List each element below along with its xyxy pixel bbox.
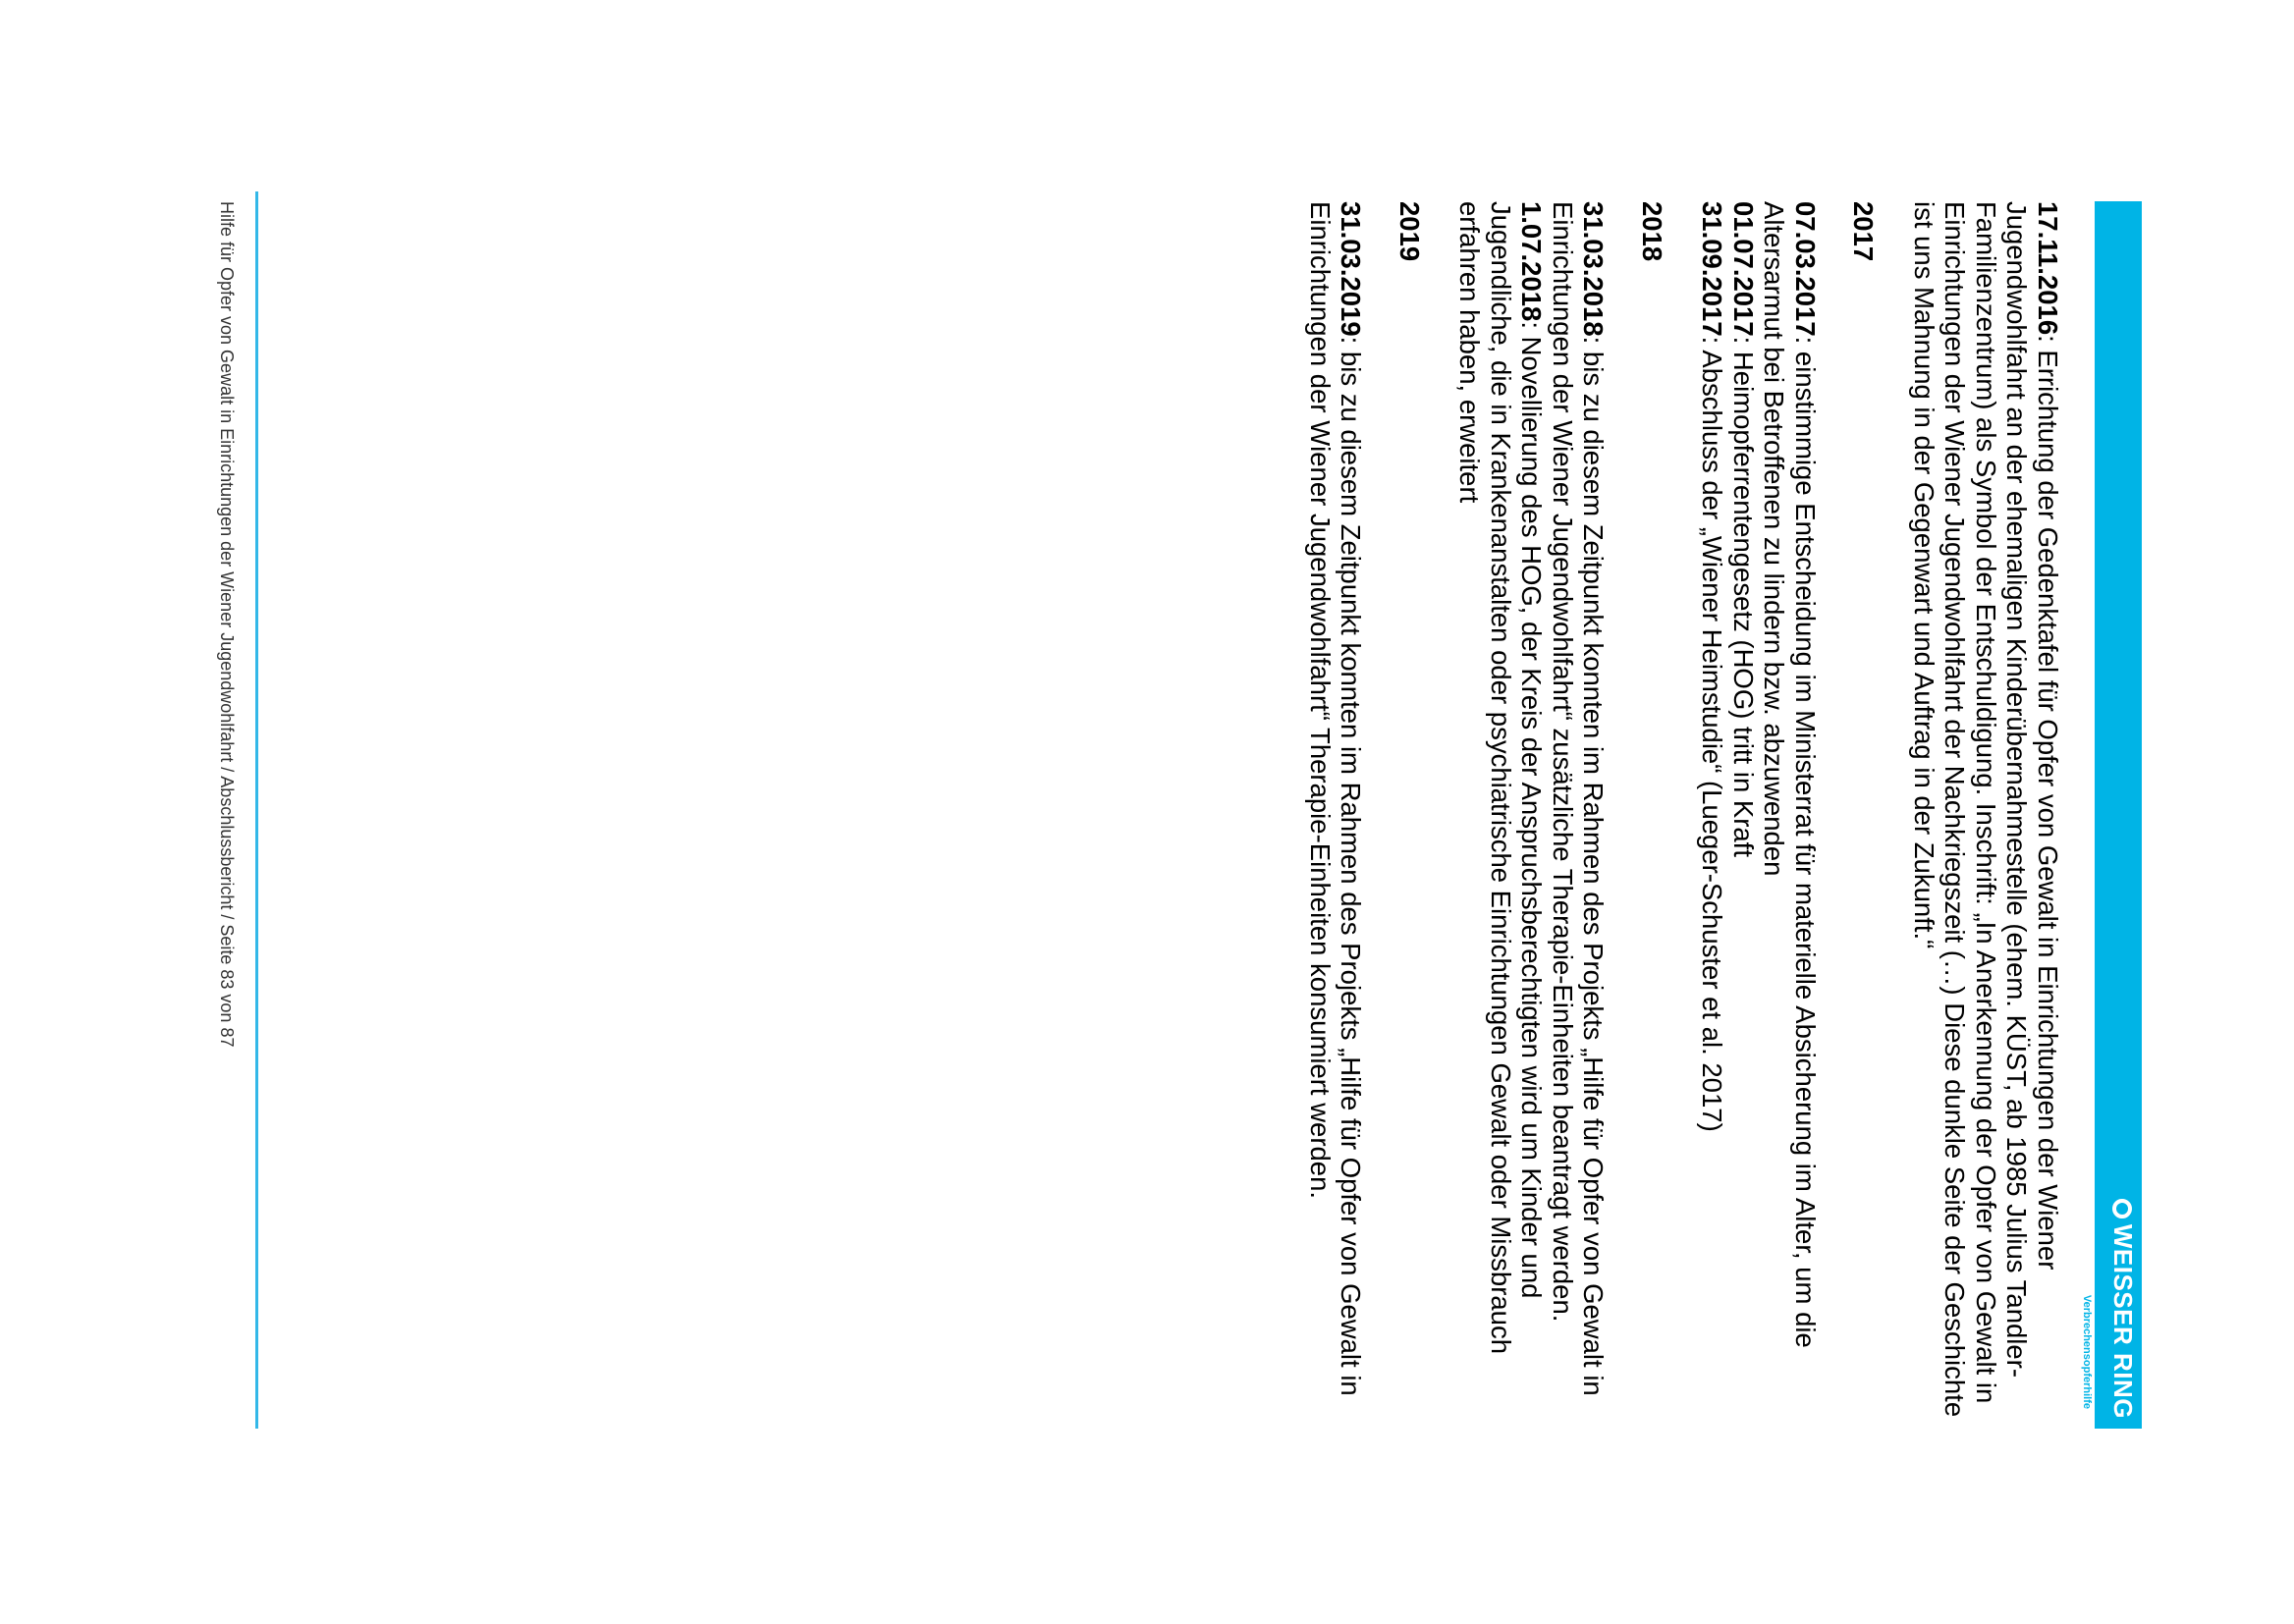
entry-01-07-2017 <box>1728 201 1760 1438</box>
entry-date: 31.03.2018 <box>1578 201 1610 337</box>
year-heading: 2017 <box>1848 201 1880 262</box>
entry-1-07-2018 <box>1454 201 1548 1438</box>
entry-text: : bis zu diesem Zeitpunkt konnten im Rahmen des Projekts „Hilfe für Opfer von Gewalt in Einrichtungen der Wiener Jugendwohlfahrt“ zusätzliche Therapie-Einheiten beantragt werden. <box>1548 201 1610 1396</box>
entry-date: 31.09.2017 <box>1697 201 1728 337</box>
year-heading: 2018 <box>1637 201 1667 262</box>
section-2019 <box>1305 201 1426 1438</box>
entry-text: : Errichtung der Gedenktafel für Opfer von Gewalt in Einrichtungen der Wiener Jugendwohlfahrt an der ehemaligen Kinderübernahmestelle (ehem. KÜST, ab 1985 Julius Tandler-Familienzentrum) als Symbol der Entschuldigung. Inschrift: „In Anerkennung der Opfer von Gewalt in Einrichtungen der Wiener Jugendwohlfahrt der Nachkriegszeit (…) Diese dunkle Seite der Geschichte ist uns Mahnung in der Gegenwart und Auftrag in der Zukunft.“ <box>1909 201 2063 1418</box>
entry-17-11-2016 <box>1909 201 2064 1438</box>
page-content <box>1305 201 2064 1438</box>
entry-date: 31.03.2019 <box>1336 201 1367 337</box>
entry-31-09-2017 <box>1697 201 1728 1438</box>
entry-text: : einstimmige Entscheidung im Ministerrat für materielle Absicherung im Alter, um die Altersarmut bei Betroffenen zu lindern bzw. abzuwenden <box>1759 201 1821 1348</box>
header-bar <box>2081 201 2142 1429</box>
section-2018 <box>1454 201 1667 1438</box>
entry-text: : Novellierung des HOG, der Kreis der Anspruchsberechtigten wird um Kinder und Jugendliche, die in Krankenanstalten oder psychiatrische Einrichtungen Gewalt oder Missbrauch erfahren haben, erweitert <box>1454 201 1548 1355</box>
entry-date: 01.07.2017 <box>1728 201 1759 337</box>
logo-subtitle: Verbrechensopferhilfe <box>2081 1294 2093 1409</box>
ring-icon <box>2113 1199 2133 1218</box>
entry-text: : bis zu diesem Zeitpunkt konnten im Rahmen des Projekts „Hilfe für Opfer von Gewalt in Einrichtungen der Wiener Jugendwohlfahrt“ Therapie-Einheiten konsumiert werden. <box>1305 201 1367 1396</box>
logo-text: WEISSER RING <box>2108 1223 2138 1419</box>
entry-date: 1.07.2018 <box>1516 201 1548 322</box>
entry-date: 07.03.2017 <box>1790 201 1821 337</box>
page-footer: Hilfe für Opfer von Gewalt in Einrichtungen der Wiener Jugendwohlfahrt / Abschlussbericht / Seite 83 von 87 <box>217 201 237 1048</box>
year-heading: 2019 <box>1394 201 1425 262</box>
entry-text: : Heimopferrentengesetz (HOG) tritt in Kraft <box>1728 336 1759 857</box>
entry-07-03-2017 <box>1759 201 1821 1438</box>
footer-divider <box>255 191 258 1429</box>
entry-text: : Abschluss der „Wiener Heimstudie“ (Lueger-Schuster et al. 2017) <box>1697 336 1728 1132</box>
entry-31-03-2018 <box>1548 201 1610 1438</box>
section-2017 <box>1697 201 1880 1438</box>
entry-31-03-2019 <box>1305 201 1367 1438</box>
weisser-ring-logo <box>2107 1199 2138 1419</box>
entry-date: 17.11.2016 <box>2033 201 2063 336</box>
